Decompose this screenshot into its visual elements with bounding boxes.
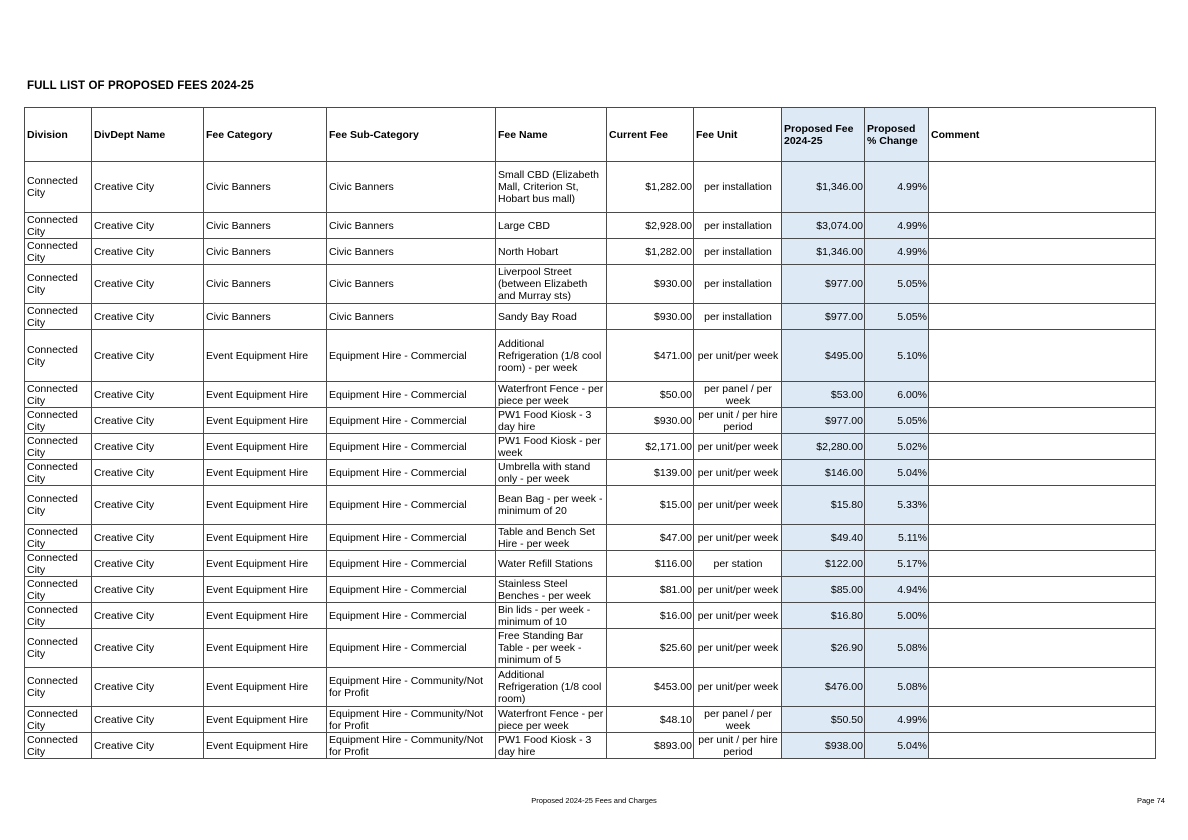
cell-comment bbox=[929, 162, 1156, 213]
cell-divdept-name: Creative City bbox=[92, 330, 204, 382]
cell-fee-unit: per panel / per week bbox=[694, 707, 782, 733]
table-row bbox=[25, 213, 1156, 239]
cell-fee-unit: per unit/per week bbox=[694, 330, 782, 382]
cell-fee-category: Civic Banners bbox=[204, 213, 327, 239]
cell-proposed-fee: $15.80 bbox=[782, 486, 865, 525]
cell-comment bbox=[929, 525, 1156, 551]
cell-fee-category: Civic Banners bbox=[204, 265, 327, 304]
cell-proposed-change: 5.05% bbox=[865, 265, 929, 304]
cell-fee-name: PW1 Food Kiosk - per week bbox=[496, 434, 607, 460]
cell-comment bbox=[929, 733, 1156, 759]
cell-proposed-change: 4.99% bbox=[865, 239, 929, 265]
cell-divdept-name: Creative City bbox=[92, 265, 204, 304]
cell-fee-sub-category: Civic Banners bbox=[327, 213, 496, 239]
cell-current-fee: $81.00 bbox=[607, 577, 694, 603]
cell-fee-unit: per panel / per week bbox=[694, 382, 782, 408]
cell-comment bbox=[929, 551, 1156, 577]
table-row bbox=[25, 434, 1156, 460]
cell-divdept-name: Creative City bbox=[92, 486, 204, 525]
cell-division: Connected City bbox=[25, 304, 92, 330]
cell-fee-category: Event Equipment Hire bbox=[204, 629, 327, 668]
cell-proposed-change: 5.02% bbox=[865, 434, 929, 460]
cell-proposed-fee: $977.00 bbox=[782, 265, 865, 304]
table-row bbox=[25, 707, 1156, 733]
cell-divdept-name: Creative City bbox=[92, 213, 204, 239]
cell-proposed-change: 5.04% bbox=[865, 460, 929, 486]
cell-proposed-fee: $977.00 bbox=[782, 408, 865, 434]
cell-proposed-fee: $122.00 bbox=[782, 551, 865, 577]
cell-current-fee: $893.00 bbox=[607, 733, 694, 759]
cell-proposed-fee: $977.00 bbox=[782, 304, 865, 330]
cell-fee-unit: per unit / per hire period bbox=[694, 733, 782, 759]
cell-comment bbox=[929, 239, 1156, 265]
cell-fee-sub-category: Civic Banners bbox=[327, 304, 496, 330]
cell-divdept-name: Creative City bbox=[92, 382, 204, 408]
cell-fee-category: Event Equipment Hire bbox=[204, 460, 327, 486]
cell-proposed-fee: $3,074.00 bbox=[782, 213, 865, 239]
cell-division: Connected City bbox=[25, 668, 92, 707]
cell-fee-name: Waterfront Fence - per piece per week bbox=[496, 707, 607, 733]
cell-fee-sub-category: Equipment Hire - Commercial bbox=[327, 577, 496, 603]
cell-fee-sub-category: Civic Banners bbox=[327, 162, 496, 213]
cell-divdept-name: Creative City bbox=[92, 408, 204, 434]
cell-fee-sub-category: Equipment Hire - Commercial bbox=[327, 551, 496, 577]
cell-division: Connected City bbox=[25, 460, 92, 486]
table-row bbox=[25, 265, 1156, 304]
cell-fee-unit: per installation bbox=[694, 265, 782, 304]
cell-fee-name: PW1 Food Kiosk - 3 day hire bbox=[496, 733, 607, 759]
cell-fee-unit: per unit/per week bbox=[694, 460, 782, 486]
cell-division: Connected City bbox=[25, 330, 92, 382]
cell-fee-sub-category: Equipment Hire - Community/Not for Profit bbox=[327, 668, 496, 707]
table-row bbox=[25, 668, 1156, 707]
cell-proposed-change: 6.00% bbox=[865, 382, 929, 408]
cell-fee-unit: per installation bbox=[694, 213, 782, 239]
cell-fee-category: Event Equipment Hire bbox=[204, 434, 327, 460]
table-row bbox=[25, 239, 1156, 265]
cell-comment bbox=[929, 382, 1156, 408]
cell-divdept-name: Creative City bbox=[92, 577, 204, 603]
fees-table-body bbox=[25, 162, 1156, 759]
cell-fee-category: Event Equipment Hire bbox=[204, 525, 327, 551]
cell-fee-unit: per installation bbox=[694, 304, 782, 330]
cell-division: Connected City bbox=[25, 408, 92, 434]
cell-fee-category: Civic Banners bbox=[204, 304, 327, 330]
cell-divdept-name: Creative City bbox=[92, 239, 204, 265]
cell-proposed-change: 5.05% bbox=[865, 408, 929, 434]
cell-proposed-change: 4.94% bbox=[865, 577, 929, 603]
cell-fee-name: Waterfront Fence - per piece per week bbox=[496, 382, 607, 408]
cell-fee-sub-category: Equipment Hire - Commercial bbox=[327, 382, 496, 408]
cell-proposed-fee: $495.00 bbox=[782, 330, 865, 382]
cell-proposed-change: 5.08% bbox=[865, 629, 929, 668]
cell-division: Connected City bbox=[25, 525, 92, 551]
table-row bbox=[25, 525, 1156, 551]
cell-fee-category: Event Equipment Hire bbox=[204, 668, 327, 707]
cell-divdept-name: Creative City bbox=[92, 629, 204, 668]
table-row bbox=[25, 382, 1156, 408]
cell-proposed-fee: $85.00 bbox=[782, 577, 865, 603]
cell-fee-category: Event Equipment Hire bbox=[204, 603, 327, 629]
cell-comment bbox=[929, 629, 1156, 668]
cell-proposed-change: 5.10% bbox=[865, 330, 929, 382]
cell-fee-name: Umbrella with stand only - per week bbox=[496, 460, 607, 486]
cell-comment bbox=[929, 330, 1156, 382]
cell-fee-name: Additional Refrigeration (1/8 cool room) bbox=[496, 668, 607, 707]
cell-comment bbox=[929, 668, 1156, 707]
cell-division: Connected City bbox=[25, 213, 92, 239]
cell-fee-sub-category: Equipment Hire - Commercial bbox=[327, 525, 496, 551]
cell-divdept-name: Creative City bbox=[92, 162, 204, 213]
cell-fee-name: Bin lids - per week - minimum of 10 bbox=[496, 603, 607, 629]
table-row bbox=[25, 629, 1156, 668]
cell-current-fee: $930.00 bbox=[607, 408, 694, 434]
cell-proposed-change: 5.08% bbox=[865, 668, 929, 707]
header-fee-unit: Fee Unit bbox=[694, 108, 782, 162]
cell-division: Connected City bbox=[25, 629, 92, 668]
cell-division: Connected City bbox=[25, 434, 92, 460]
cell-proposed-fee: $938.00 bbox=[782, 733, 865, 759]
cell-fee-unit: per installation bbox=[694, 239, 782, 265]
cell-fee-sub-category: Equipment Hire - Commercial bbox=[327, 486, 496, 525]
cell-proposed-fee: $53.00 bbox=[782, 382, 865, 408]
cell-division: Connected City bbox=[25, 733, 92, 759]
cell-proposed-fee: $50.50 bbox=[782, 707, 865, 733]
table-row bbox=[25, 304, 1156, 330]
cell-proposed-change: 4.99% bbox=[865, 162, 929, 213]
cell-current-fee: $2,928.00 bbox=[607, 213, 694, 239]
cell-current-fee: $48.10 bbox=[607, 707, 694, 733]
cell-comment bbox=[929, 408, 1156, 434]
cell-fee-sub-category: Equipment Hire - Commercial bbox=[327, 603, 496, 629]
cell-fee-name: Table and Bench Set Hire - per week bbox=[496, 525, 607, 551]
cell-proposed-fee: $146.00 bbox=[782, 460, 865, 486]
footer-page-number: Page 74 bbox=[1137, 796, 1165, 805]
cell-fee-unit: per unit/per week bbox=[694, 525, 782, 551]
table-row bbox=[25, 733, 1156, 759]
cell-current-fee: $116.00 bbox=[607, 551, 694, 577]
header-division: Division bbox=[25, 108, 92, 162]
cell-divdept-name: Creative City bbox=[92, 603, 204, 629]
cell-fee-name: North Hobart bbox=[496, 239, 607, 265]
cell-fee-unit: per station bbox=[694, 551, 782, 577]
cell-fee-name: Small CBD (Elizabeth Mall, Criterion St, Hobart bus mall) bbox=[496, 162, 607, 213]
cell-division: Connected City bbox=[25, 551, 92, 577]
cell-fee-sub-category: Civic Banners bbox=[327, 239, 496, 265]
cell-fee-unit: per installation bbox=[694, 162, 782, 213]
cell-fee-sub-category: Equipment Hire - Community/Not for Profit bbox=[327, 733, 496, 759]
cell-fee-category: Civic Banners bbox=[204, 239, 327, 265]
cell-division: Connected City bbox=[25, 603, 92, 629]
cell-current-fee: $2,171.00 bbox=[607, 434, 694, 460]
cell-proposed-fee: $26.90 bbox=[782, 629, 865, 668]
table-row bbox=[25, 603, 1156, 629]
cell-current-fee: $139.00 bbox=[607, 460, 694, 486]
header-fee-name: Fee Name bbox=[496, 108, 607, 162]
cell-current-fee: $16.00 bbox=[607, 603, 694, 629]
cell-proposed-change: 5.00% bbox=[865, 603, 929, 629]
header-proposed-change: Proposed % Change bbox=[865, 108, 929, 162]
cell-fee-sub-category: Equipment Hire - Commercial bbox=[327, 330, 496, 382]
cell-proposed-fee: $2,280.00 bbox=[782, 434, 865, 460]
table-row bbox=[25, 551, 1156, 577]
cell-proposed-change: 4.99% bbox=[865, 213, 929, 239]
table-row bbox=[25, 577, 1156, 603]
cell-current-fee: $1,282.00 bbox=[607, 162, 694, 213]
cell-comment bbox=[929, 213, 1156, 239]
cell-fee-sub-category: Equipment Hire - Commercial bbox=[327, 460, 496, 486]
cell-comment bbox=[929, 603, 1156, 629]
cell-current-fee: $930.00 bbox=[607, 265, 694, 304]
cell-divdept-name: Creative City bbox=[92, 551, 204, 577]
cell-fee-unit: per unit/per week bbox=[694, 603, 782, 629]
fees-table bbox=[24, 107, 1156, 759]
cell-fee-sub-category: Equipment Hire - Commercial bbox=[327, 434, 496, 460]
cell-fee-category: Civic Banners bbox=[204, 162, 327, 213]
table-header-row bbox=[25, 108, 1156, 162]
cell-proposed-change: 5.04% bbox=[865, 733, 929, 759]
cell-comment bbox=[929, 434, 1156, 460]
cell-comment bbox=[929, 460, 1156, 486]
cell-fee-category: Event Equipment Hire bbox=[204, 382, 327, 408]
table-row bbox=[25, 486, 1156, 525]
cell-divdept-name: Creative City bbox=[92, 434, 204, 460]
cell-fee-name: Large CBD bbox=[496, 213, 607, 239]
cell-proposed-fee: $16.80 bbox=[782, 603, 865, 629]
table-row bbox=[25, 408, 1156, 434]
cell-fee-category: Event Equipment Hire bbox=[204, 551, 327, 577]
cell-proposed-fee: $1,346.00 bbox=[782, 162, 865, 213]
cell-fee-sub-category: Equipment Hire - Community/Not for Profit bbox=[327, 707, 496, 733]
cell-fee-category: Event Equipment Hire bbox=[204, 577, 327, 603]
cell-current-fee: $453.00 bbox=[607, 668, 694, 707]
cell-proposed-change: 5.17% bbox=[865, 551, 929, 577]
cell-fee-unit: per unit/per week bbox=[694, 486, 782, 525]
cell-fee-name: Free Standing Bar Table - per week - minimum of 5 bbox=[496, 629, 607, 668]
cell-proposed-change: 5.11% bbox=[865, 525, 929, 551]
cell-current-fee: $471.00 bbox=[607, 330, 694, 382]
cell-proposed-change: 5.33% bbox=[865, 486, 929, 525]
cell-current-fee: $47.00 bbox=[607, 525, 694, 551]
table-row bbox=[25, 330, 1156, 382]
cell-fee-unit: per unit/per week bbox=[694, 434, 782, 460]
header-comment: Comment bbox=[929, 108, 1156, 162]
cell-comment bbox=[929, 486, 1156, 525]
cell-division: Connected City bbox=[25, 382, 92, 408]
cell-divdept-name: Creative City bbox=[92, 525, 204, 551]
cell-proposed-fee: $476.00 bbox=[782, 668, 865, 707]
cell-current-fee: $25.60 bbox=[607, 629, 694, 668]
header-fee-sub-category: Fee Sub-Category bbox=[327, 108, 496, 162]
cell-fee-unit: per unit/per week bbox=[694, 629, 782, 668]
cell-comment bbox=[929, 577, 1156, 603]
cell-fee-sub-category: Equipment Hire - Commercial bbox=[327, 408, 496, 434]
table-row bbox=[25, 162, 1156, 213]
cell-divdept-name: Creative City bbox=[92, 733, 204, 759]
cell-fee-category: Event Equipment Hire bbox=[204, 733, 327, 759]
cell-fee-category: Event Equipment Hire bbox=[204, 408, 327, 434]
cell-comment bbox=[929, 265, 1156, 304]
cell-division: Connected City bbox=[25, 265, 92, 304]
cell-fee-unit: per unit/per week bbox=[694, 668, 782, 707]
cell-current-fee: $930.00 bbox=[607, 304, 694, 330]
cell-divdept-name: Creative City bbox=[92, 668, 204, 707]
cell-proposed-change: 5.05% bbox=[865, 304, 929, 330]
cell-fee-sub-category: Civic Banners bbox=[327, 265, 496, 304]
cell-fee-name: Additional Refrigeration (1/8 cool room) - per week bbox=[496, 330, 607, 382]
cell-current-fee: $50.00 bbox=[607, 382, 694, 408]
cell-current-fee: $15.00 bbox=[607, 486, 694, 525]
header-proposed-fee: Proposed Fee 2024-25 bbox=[782, 108, 865, 162]
cell-division: Connected City bbox=[25, 486, 92, 525]
cell-divdept-name: Creative City bbox=[92, 304, 204, 330]
cell-division: Connected City bbox=[25, 577, 92, 603]
cell-fee-unit: per unit/per week bbox=[694, 577, 782, 603]
cell-comment bbox=[929, 304, 1156, 330]
cell-fee-name: Liverpool Street (between Elizabeth and Murray sts) bbox=[496, 265, 607, 304]
cell-fee-name: PW1 Food Kiosk - 3 day hire bbox=[496, 408, 607, 434]
cell-divdept-name: Creative City bbox=[92, 460, 204, 486]
cell-proposed-change: 4.99% bbox=[865, 707, 929, 733]
cell-fee-name: Bean Bag - per week - minimum of 20 bbox=[496, 486, 607, 525]
cell-fee-category: Event Equipment Hire bbox=[204, 486, 327, 525]
cell-fee-sub-category: Equipment Hire - Commercial bbox=[327, 629, 496, 668]
cell-proposed-fee: $1,346.00 bbox=[782, 239, 865, 265]
footer-document-title: Proposed 2024-25 Fees and Charges bbox=[531, 796, 657, 805]
header-fee-category: Fee Category bbox=[204, 108, 327, 162]
cell-division: Connected City bbox=[25, 707, 92, 733]
cell-fee-category: Event Equipment Hire bbox=[204, 707, 327, 733]
cell-current-fee: $1,282.00 bbox=[607, 239, 694, 265]
page-title: FULL LIST OF PROPOSED FEES 2024-25 bbox=[27, 80, 254, 92]
table-row bbox=[25, 460, 1156, 486]
cell-fee-category: Event Equipment Hire bbox=[204, 330, 327, 382]
cell-proposed-fee: $49.40 bbox=[782, 525, 865, 551]
cell-division: Connected City bbox=[25, 162, 92, 213]
cell-fee-name: Stainless Steel Benches - per week bbox=[496, 577, 607, 603]
header-divdept-name: DivDept Name bbox=[92, 108, 204, 162]
cell-division: Connected City bbox=[25, 239, 92, 265]
cell-fee-unit: per unit / per hire period bbox=[694, 408, 782, 434]
cell-comment bbox=[929, 707, 1156, 733]
cell-divdept-name: Creative City bbox=[92, 707, 204, 733]
header-current-fee: Current Fee bbox=[607, 108, 694, 162]
cell-fee-name: Sandy Bay Road bbox=[496, 304, 607, 330]
cell-fee-name: Water Refill Stations bbox=[496, 551, 607, 577]
